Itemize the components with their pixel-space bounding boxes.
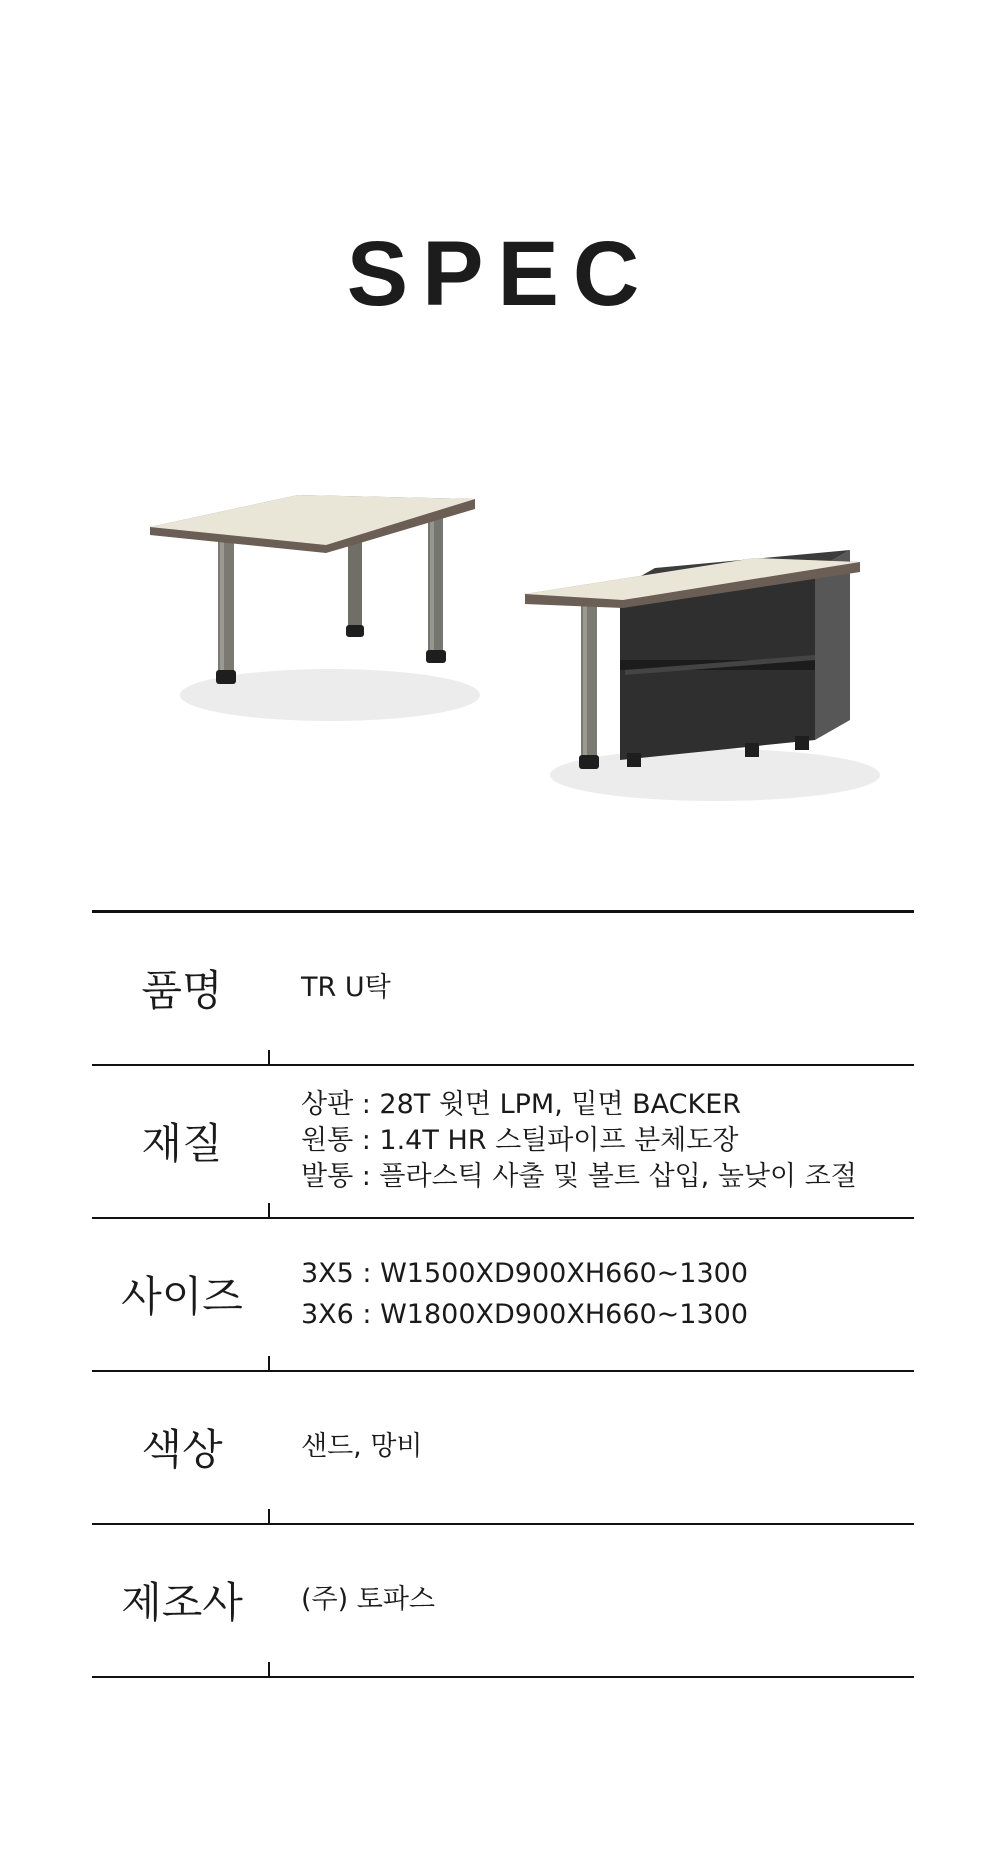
spec-row-color bbox=[92, 1372, 914, 1525]
four-leg-table-image bbox=[130, 475, 490, 775]
row-divider-tick bbox=[268, 1662, 270, 1676]
spec-table bbox=[92, 910, 914, 1678]
spec-value-line: 원통 : 1.4T HR 스틸파이프 분체도장 bbox=[301, 1124, 739, 1156]
spec-row-product-name bbox=[92, 913, 914, 1066]
spec-label-manufacturer: 제조사 bbox=[121, 1577, 243, 1627]
cabinet-table-image bbox=[515, 510, 895, 830]
spec-value-color bbox=[301, 1372, 914, 1521]
spec-label-size: 사이즈 bbox=[121, 1271, 243, 1321]
spec-value-line: 샌드, 망비 bbox=[301, 1430, 423, 1462]
spec-value-line: (주) 토파스 bbox=[301, 1583, 435, 1615]
row-divider-tick bbox=[268, 1050, 270, 1064]
spec-row-size bbox=[92, 1219, 914, 1372]
spec-row-material bbox=[92, 1066, 914, 1219]
row-divider-tick bbox=[268, 1509, 270, 1523]
spec-value-manufacturer bbox=[301, 1525, 914, 1674]
spec-value-size bbox=[301, 1219, 914, 1368]
spec-value-line: 상판 : 28T 윗면 LPM, 밑면 BACKER bbox=[301, 1088, 742, 1120]
spec-value-line: 3X6 : W1800XD900XH660~1300 bbox=[301, 1298, 749, 1330]
row-divider-tick bbox=[268, 1203, 270, 1217]
spec-value-product-name bbox=[301, 913, 914, 1062]
spec-label-material: 재질 bbox=[141, 1118, 223, 1168]
spec-label-product-name: 품명 bbox=[141, 965, 223, 1015]
spec-row-manufacturer bbox=[92, 1525, 914, 1678]
spec-value-line: TR U탁 bbox=[301, 971, 391, 1003]
page-title: SPEC bbox=[346, 223, 654, 325]
product-images bbox=[0, 470, 1000, 830]
spec-value-line: 발통 : 플라스틱 사출 및 볼트 삽입, 높낮이 조절 bbox=[301, 1160, 857, 1192]
spec-value-material bbox=[301, 1066, 914, 1215]
row-divider-tick bbox=[268, 1356, 270, 1370]
spec-value-line: 3X5 : W1500XD900XH660~1300 bbox=[301, 1257, 749, 1289]
spec-label-color: 색상 bbox=[141, 1424, 223, 1474]
